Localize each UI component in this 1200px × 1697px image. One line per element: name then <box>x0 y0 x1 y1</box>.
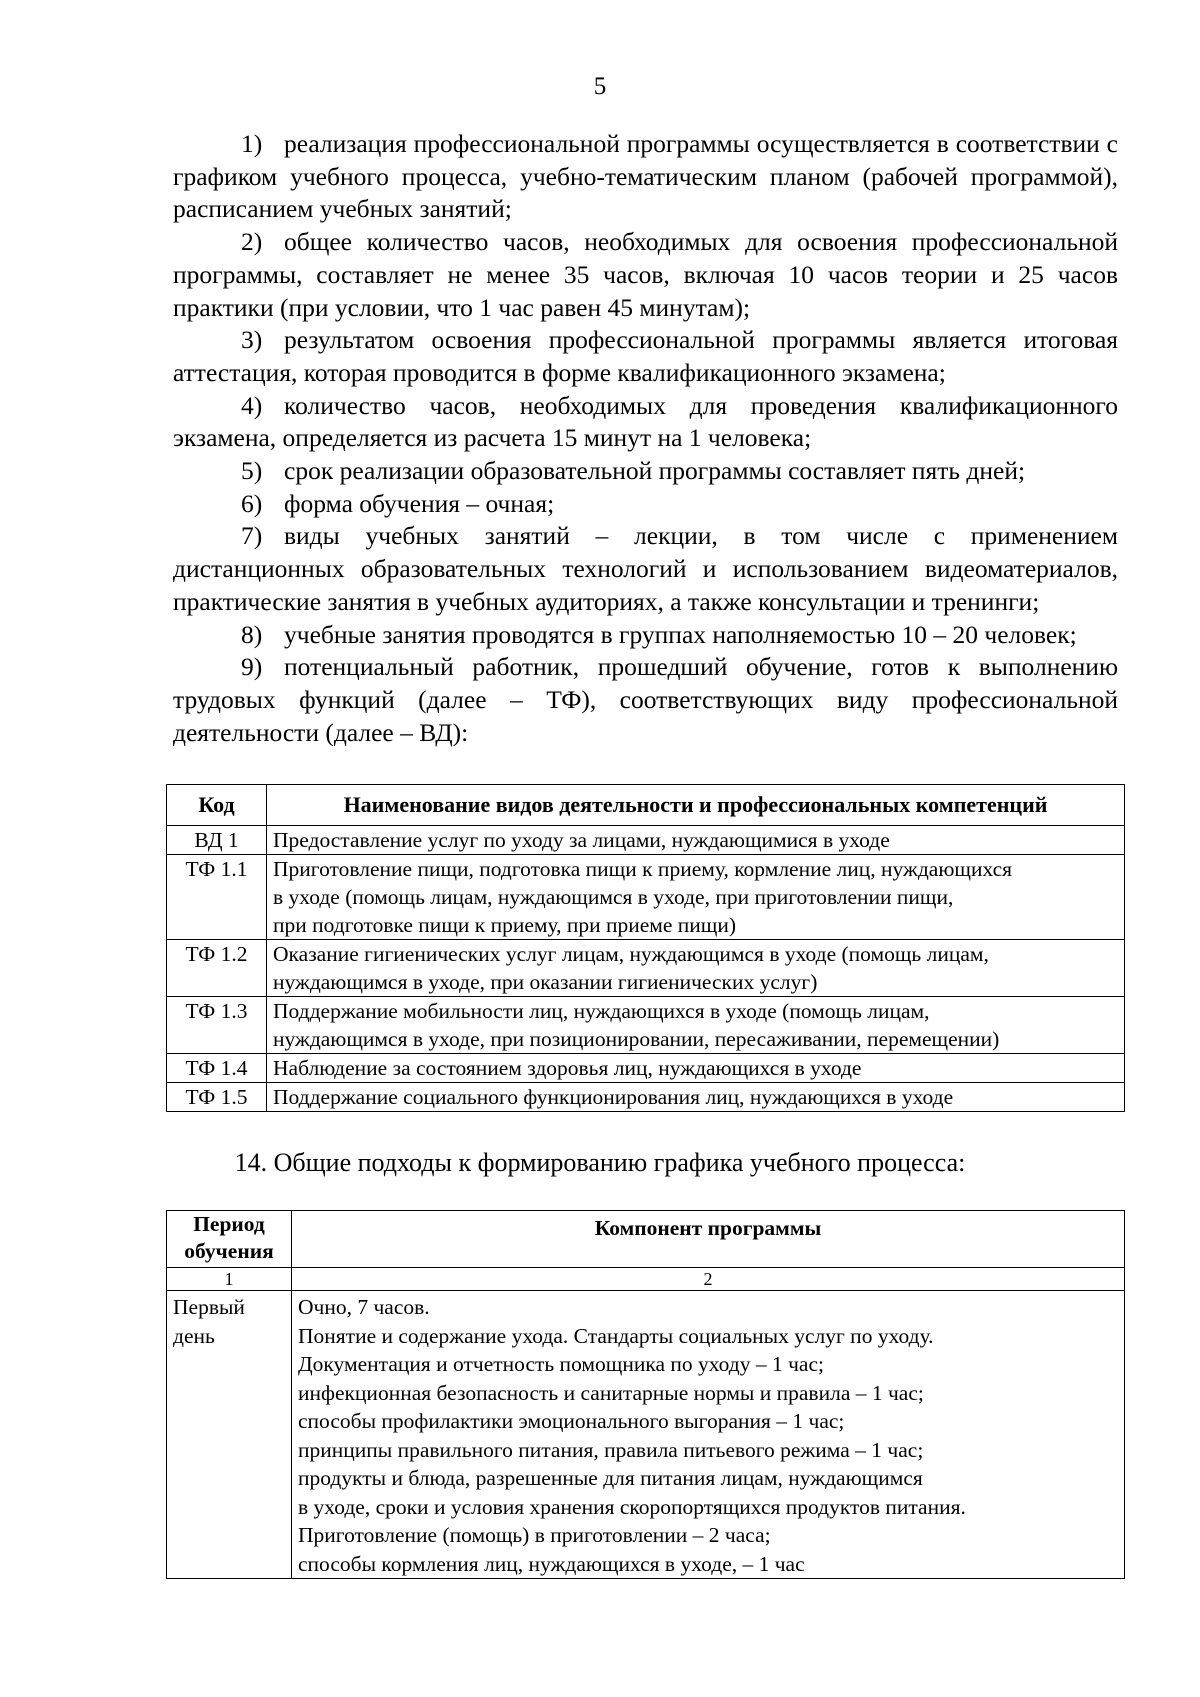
table-row <box>167 1291 1125 1579</box>
list-item <box>173 390 1118 455</box>
table-row <box>167 1054 1125 1083</box>
table-row <box>167 940 1125 997</box>
item-number: 1) <box>241 129 263 158</box>
item-text: срок реализации образовательной программы составляет пять дней; <box>284 456 1026 486</box>
item-number: 3) <box>241 325 263 355</box>
list-item <box>173 226 1118 324</box>
list-item <box>173 619 1118 652</box>
name-cell <box>267 826 1125 855</box>
item-number: 6) <box>241 488 263 518</box>
list-item <box>173 488 1118 521</box>
code-cell: ТФ 1.3 <box>167 997 267 1054</box>
item-text: виды учебных занятий – лекции, в том числе с применением дистанционных образовательных технологий и использованием видеоматериалов, практические занятия в учебных аудиториях, а также консультации и тренинги; <box>173 521 1118 616</box>
table-header-row <box>167 1211 1125 1268</box>
item-number: 4) <box>241 390 263 420</box>
item-text: количество часов, необходимых для проведения квалификационного экзамена, определяется из расчета 15 минут на 1 человека; <box>173 390 1118 453</box>
page-number: 5 <box>593 73 607 100</box>
item-text: учебные занятия проводятся в группах наполняемостью 10 – 20 человек; <box>284 619 1077 649</box>
column-header-name: Наименование видов деятельности и профессиональных компетенций <box>267 785 1125 826</box>
list-item <box>173 324 1118 389</box>
item-number: 2) <box>241 227 263 257</box>
component-line: в уходе, сроки и условия хранения скоропортящихся продуктов питания. <box>298 1494 966 1519</box>
code-cell: ТФ 1.5 <box>167 1083 267 1112</box>
component-line: Документация и отчетность помощника по уходу – 1 час; <box>298 1352 824 1376</box>
item-text: общее количество часов, необходимых для освоения профессиональной программы, составляет не менее 35 часов, включая 10 часов теории и 25 часов практики (при условии, что 1 час равен 45 минутам); <box>173 227 1118 322</box>
table-row <box>167 855 1125 940</box>
list-item <box>173 455 1118 488</box>
name-line: Поддержание социального функционирования лиц, нуждающихся в уходе <box>273 1085 954 1109</box>
table-row <box>167 1083 1125 1112</box>
column-index: 2 <box>292 1268 1125 1291</box>
name-cell <box>267 855 1125 940</box>
header-line: Период <box>193 1212 265 1236</box>
component-line: Приготовление (помощь) в приготовлении – 2 часа; <box>298 1523 771 1547</box>
component-line: способы кормления лиц, нуждающихся в уходе, – 1 час <box>298 1551 805 1576</box>
name-line: Наблюдение за состоянием здоровья лиц, нуждающихся в уходе <box>273 1056 862 1080</box>
column-index: 1 <box>167 1268 292 1291</box>
name-line: нуждающимся в уходе, при оказании гигиенических услуг) <box>273 970 818 994</box>
item-text: форма обучения – очная; <box>284 488 555 518</box>
name-line: в уходе (помощь лицам, нуждающимся в уходе, при приготовлении пищи, <box>273 885 954 909</box>
name-line: при подготовке пищи к приему, при приеме пищи) <box>273 913 737 937</box>
name-line: нуждающимся в уходе, при позиционировании, пересаживании, перемещении) <box>273 1027 1000 1051</box>
list-item <box>173 128 1118 226</box>
period-cell <box>167 1291 292 1579</box>
column-header-component: Компонент программы <box>292 1211 1125 1268</box>
component-cell <box>292 1291 1125 1579</box>
list-item <box>173 520 1118 618</box>
code-cell: ТФ 1.1 <box>167 855 267 940</box>
item-number: 9) <box>241 652 263 682</box>
code-cell: ТФ 1.4 <box>167 1054 267 1083</box>
schedule-table <box>166 1210 1125 1579</box>
item-number: 7) <box>241 521 263 551</box>
column-header-period <box>167 1211 292 1268</box>
name-line: Предоставление услуг по уходу за лицами, нуждающимися в уходе <box>273 828 890 852</box>
table-index-row <box>167 1268 1125 1291</box>
code-cell: ТФ 1.2 <box>167 940 267 997</box>
name-cell <box>267 1054 1125 1083</box>
table-row <box>167 826 1125 855</box>
item-text: потенциальный работник, прошедший обучение, готов к выполнению трудовых функций (далее – ТФ), соответствующих виду профессиональной деятельности (далее – ВД): <box>173 652 1118 747</box>
item-text: реализация профессиональной программы осуществляется в соответствии с графиком учебного процесса, учебно-тематическим планом (рабочей программой), расписанием учебных занятий; <box>173 129 1118 224</box>
code-cell: ВД 1 <box>167 826 267 855</box>
header-line: обучения <box>184 1239 274 1263</box>
table-header-row <box>167 785 1125 826</box>
component-line: продукты и блюда, разрешенные для питания лицам, нуждающимся <box>298 1466 923 1490</box>
competency-table <box>166 784 1125 1112</box>
component-line: Очно, 7 часов. <box>298 1295 430 1319</box>
item-number: 5) <box>241 456 263 486</box>
component-line: принципы правильного питания, правила питьевого режима – 1 час; <box>298 1437 924 1462</box>
component-line: Понятие и содержание ухода. Стандарты социальных услуг по уходу. <box>298 1323 934 1348</box>
table-row <box>167 997 1125 1054</box>
component-line: инфекционная безопасность и санитарные нормы и правила – 1 час; <box>298 1380 924 1405</box>
period-line: день <box>173 1323 215 1348</box>
column-header-code: Код <box>167 785 267 826</box>
section-heading: 14. Общие подходы к формированию графика учебного процесса: <box>234 1148 966 1177</box>
name-cell <box>267 940 1125 997</box>
requirements-list <box>173 128 1118 749</box>
component-line: способы профилактики эмоционального выгорания – 1 час; <box>298 1409 845 1433</box>
name-line: Поддержание мобильности лиц, нуждающихся в уходе (помощь лицам, <box>273 999 930 1023</box>
name-line: Оказание гигиенических услуг лицам, нуждающимся в уходе (помощь лицам, <box>273 942 989 966</box>
period-line: Первый <box>173 1295 245 1319</box>
item-number: 8) <box>241 619 263 649</box>
list-item <box>173 651 1118 749</box>
item-text: результатом освоения профессиональной программы является итоговая аттестация, которая проводится в форме квалификационного экзамена; <box>173 325 1118 387</box>
name-cell <box>267 1083 1125 1112</box>
name-line: Приготовление пищи, подготовка пищи к приему, кормление лиц, нуждающихся <box>273 857 1013 881</box>
name-cell <box>267 997 1125 1054</box>
